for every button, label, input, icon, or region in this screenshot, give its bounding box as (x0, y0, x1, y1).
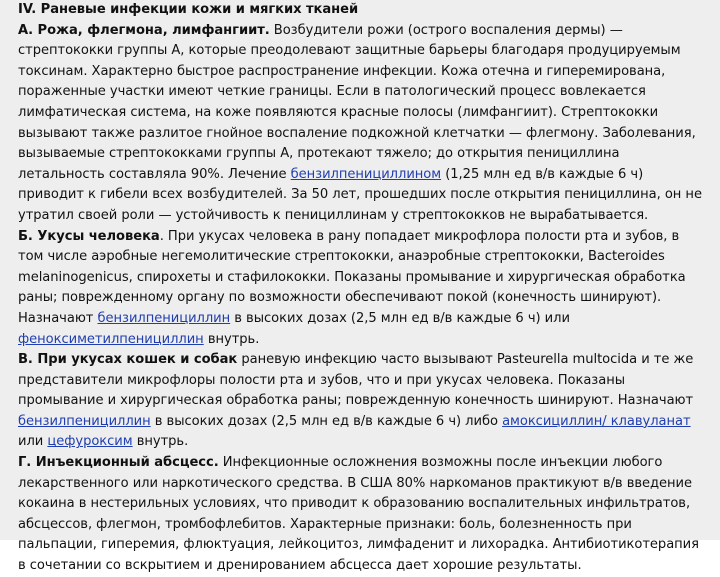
section-c-text-4: внутрь. (132, 434, 189, 450)
section-d-text-1: Инфекционные осложнения возможны после инъекции любого лекарственного или наркотического средства. В США 80% наркоманов практикуют в/в введение кокаина в нестерильных условиях, что приводит к образованию воспалительных инфильтратов, абсцессов, флегмон, тромбофлебитов. Характерные признаки: боль, болезненность при пальпации, гиперемия, флюктуация, лейкоцитоз, лимфаденит и лихорадка. Антибиотикотерапия в сочетании со вскрытием и дренированием абсцесса дает хорошие результаты. (18, 455, 699, 574)
section-b-text-2: в высоких дозах (2,5 млн ед в/в каждые 6 ч) или (230, 310, 570, 326)
benzylpenicillin-link-c[interactable]: бензилпенициллин (18, 413, 151, 429)
section-a-text-2: (1,25 млн ед в/в каждые 6 ч) приводит к гибели всех возбудителей. За 50 лет, прошедших после открытия пенициллина, он не утратил своей роли — устойчивость к пенициллинам у стрептококков не вырабатывается. (18, 166, 702, 223)
amoxicillin-clavulanate-link[interactable]: амоксициллин/ клавуланат (502, 413, 691, 429)
phenoxymethylpenicillin-link[interactable]: феноксиметилпенициллин (18, 331, 204, 347)
section-d-paragraph (18, 453, 708, 577)
section-title: IV. Раневые инфекции кожи и мягких тканей (18, 2, 359, 17)
section-b-heading: Б. Укусы человека (18, 228, 160, 244)
section-b-text-3: внутрь. (203, 331, 260, 347)
section-a-heading: А. Рожа, флегмона, лимфангиит. (18, 22, 270, 38)
section-c-text-2: в высоких дозах (2,5 млн ед в/в каждые 6 ч) либо (150, 413, 503, 429)
section-a-text-1: Возбудители рожи (острого воспаления дермы) — стрептококки группы А, которые преодолевают защитные барьеры благодаря продуцируемым токсинам. Характерно быстрое распространение инфекции. Кожа отечна и гиперемирована, пораженные участки имеют четкие границы. Если в патологический процесс вовлекается лимфатическая система, на коже появляются красные полосы (лимфангиит). Стрептококки вызывают также разлитое гнойное воспаление подкожной клетчатки — флегмону. Заболевания, вызываемые стрептококками группы А, протекают тяжело; до открытия пенициллина летальность составляла 90%. Лечение (18, 22, 696, 182)
cefuroxime-link[interactable]: цефуроксим (47, 434, 133, 450)
document-text (18, 0, 708, 577)
section-c-paragraph (18, 350, 708, 453)
section-c-text-3: или (18, 434, 48, 450)
benzylpenicillin-link-b[interactable]: бензилпенициллин (97, 310, 231, 326)
section-c-text-1: раневую инфекцию часто вызывают Pasteurella multocida и те же представители микрофлоры полости рта и зубов, что и при укусах человека. Показаны промывание и хирургическая обработка раны; поврежденную конечность шинируют. Назначают (18, 352, 694, 409)
section-b-text-1: . При укусах человека в рану попадает микрофлора полости рта и зубов, в том числе аэробные негемолитические стрептококки, анаэробные стрептококки, Bacteroides melaninogenicus, спирохеты и стафилококки. Показаны промывание и хирургическая обработка раны; поврежденному органу по возможности обеспечивают покой (конечность шинируют). Назначают (18, 228, 686, 326)
section-b-paragraph (18, 227, 708, 351)
section-d-heading: Г. Инъекционный абсцесс. (18, 455, 219, 471)
benzylpenicillin-link-a[interactable]: бензилпенициллином (290, 166, 442, 182)
section-c-heading: В. При укусах кошек и собак (18, 352, 238, 368)
section-a-paragraph (18, 21, 708, 227)
